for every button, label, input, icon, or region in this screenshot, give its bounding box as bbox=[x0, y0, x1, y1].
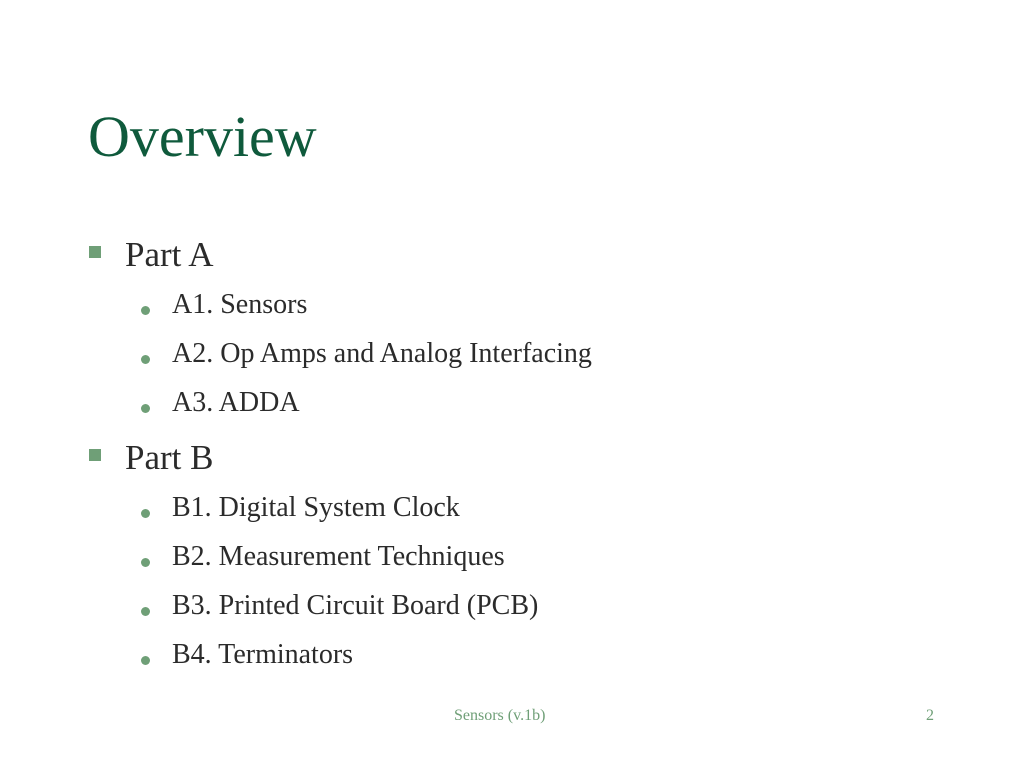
sublist-item-label: B2. Measurement Techniques bbox=[172, 541, 505, 572]
slide-title: Overview bbox=[88, 104, 317, 169]
round-bullet-icon bbox=[141, 656, 150, 665]
square-bullet-icon bbox=[89, 246, 101, 258]
round-bullet-icon bbox=[141, 404, 150, 413]
sublist-item-label: B3. Printed Circuit Board (PCB) bbox=[172, 590, 539, 621]
sublist-item-label: A2. Op Amps and Analog Interfacing bbox=[172, 338, 592, 369]
footer-title: Sensors (v.1b) bbox=[454, 707, 546, 724]
sublist-item-label: B1. Digital System Clock bbox=[172, 492, 460, 523]
page-number: 2 bbox=[926, 707, 934, 724]
round-bullet-icon bbox=[141, 306, 150, 315]
round-bullet-icon bbox=[141, 355, 150, 364]
sublist-item-label: A1. Sensors bbox=[172, 289, 308, 320]
square-bullet-icon bbox=[89, 449, 101, 461]
round-bullet-icon bbox=[141, 607, 150, 616]
round-bullet-icon bbox=[141, 558, 150, 567]
round-bullet-icon bbox=[141, 509, 150, 518]
part-a-label: Part A bbox=[125, 235, 214, 274]
part-b-label: Part B bbox=[125, 438, 214, 477]
sublist-item-label: A3. ADDA bbox=[172, 387, 300, 418]
sublist-item-label: B4. Terminators bbox=[172, 639, 354, 670]
